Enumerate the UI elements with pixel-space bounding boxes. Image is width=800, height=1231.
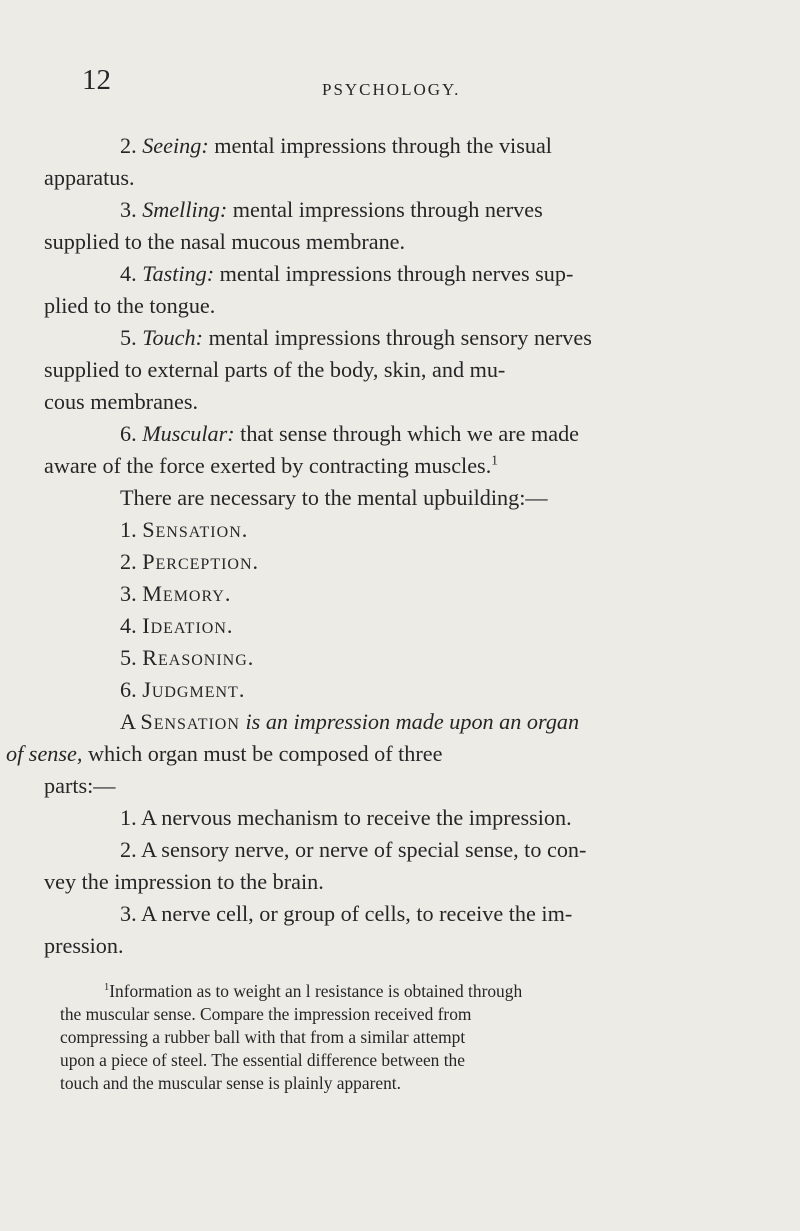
sense-item: 6. Muscular: that sense through which we are made aware of the force exerted by contracting muscles.$^1$ bbox=[44, 421, 580, 478]
part-item: 2. A sensory nerve, or nerve of special sense, to con- vey the impression to the brain. bbox=[44, 837, 587, 894]
stage-item: 6. Judgment. bbox=[120, 677, 246, 702]
part-item: 1. A nervous mechanism to receive the impression. bbox=[120, 805, 572, 830]
stage-item: 5. Reasoning. bbox=[120, 645, 255, 670]
sense-item: 3. Smelling: mental impressions through nerves supplied to the nasal mucous membrane. bbox=[44, 197, 543, 254]
sensation-definition: A Sensation is an impression made upon an organ of sense, which organ must be composed of three parts:— bbox=[6, 709, 580, 798]
stage-item: 2. Perception. bbox=[120, 549, 260, 574]
page-number: 12 bbox=[82, 64, 111, 96]
stages-list bbox=[82, 514, 742, 706]
part-item: 3. A nerve cell, or group of cells, to receive the im- pression. bbox=[44, 901, 573, 958]
footnote bbox=[60, 980, 742, 1095]
parts-list bbox=[44, 802, 742, 962]
stage-item: 1. Sensation. bbox=[120, 517, 249, 542]
sense-item: 2. Seeing: mental impressions through the visual apparatus. bbox=[44, 133, 552, 190]
running-head: PSYCHOLOGY. bbox=[322, 80, 461, 99]
stage-item: 3. Memory. bbox=[120, 581, 232, 606]
footnote-text: $^1$Information as to weight an l resistance is obtained through the muscular sense. Compare the impression received from compressing a rubber ball with that from a similar attempt upon a piece of steel. The essential difference between the touch and the muscular sense is plainly apparent. bbox=[60, 981, 523, 1093]
body-text bbox=[6, 130, 742, 962]
sense-item: 4. Tasting: mental impressions through nerves sup- plied to the tongue. bbox=[44, 261, 574, 318]
sense-item: 5. Touch: mental impressions through sensory nerves supplied to external parts of the body, skin, and mu- cous membranes. bbox=[44, 325, 592, 414]
page-header bbox=[82, 58, 742, 102]
book-page bbox=[6, 58, 742, 1095]
upbuilding-intro: There are necessary to the mental upbuilding:— bbox=[120, 485, 548, 510]
footnote-reference: 1 bbox=[491, 452, 498, 468]
stage-item: 4. Ideation. bbox=[120, 613, 234, 638]
senses-list bbox=[44, 130, 742, 482]
